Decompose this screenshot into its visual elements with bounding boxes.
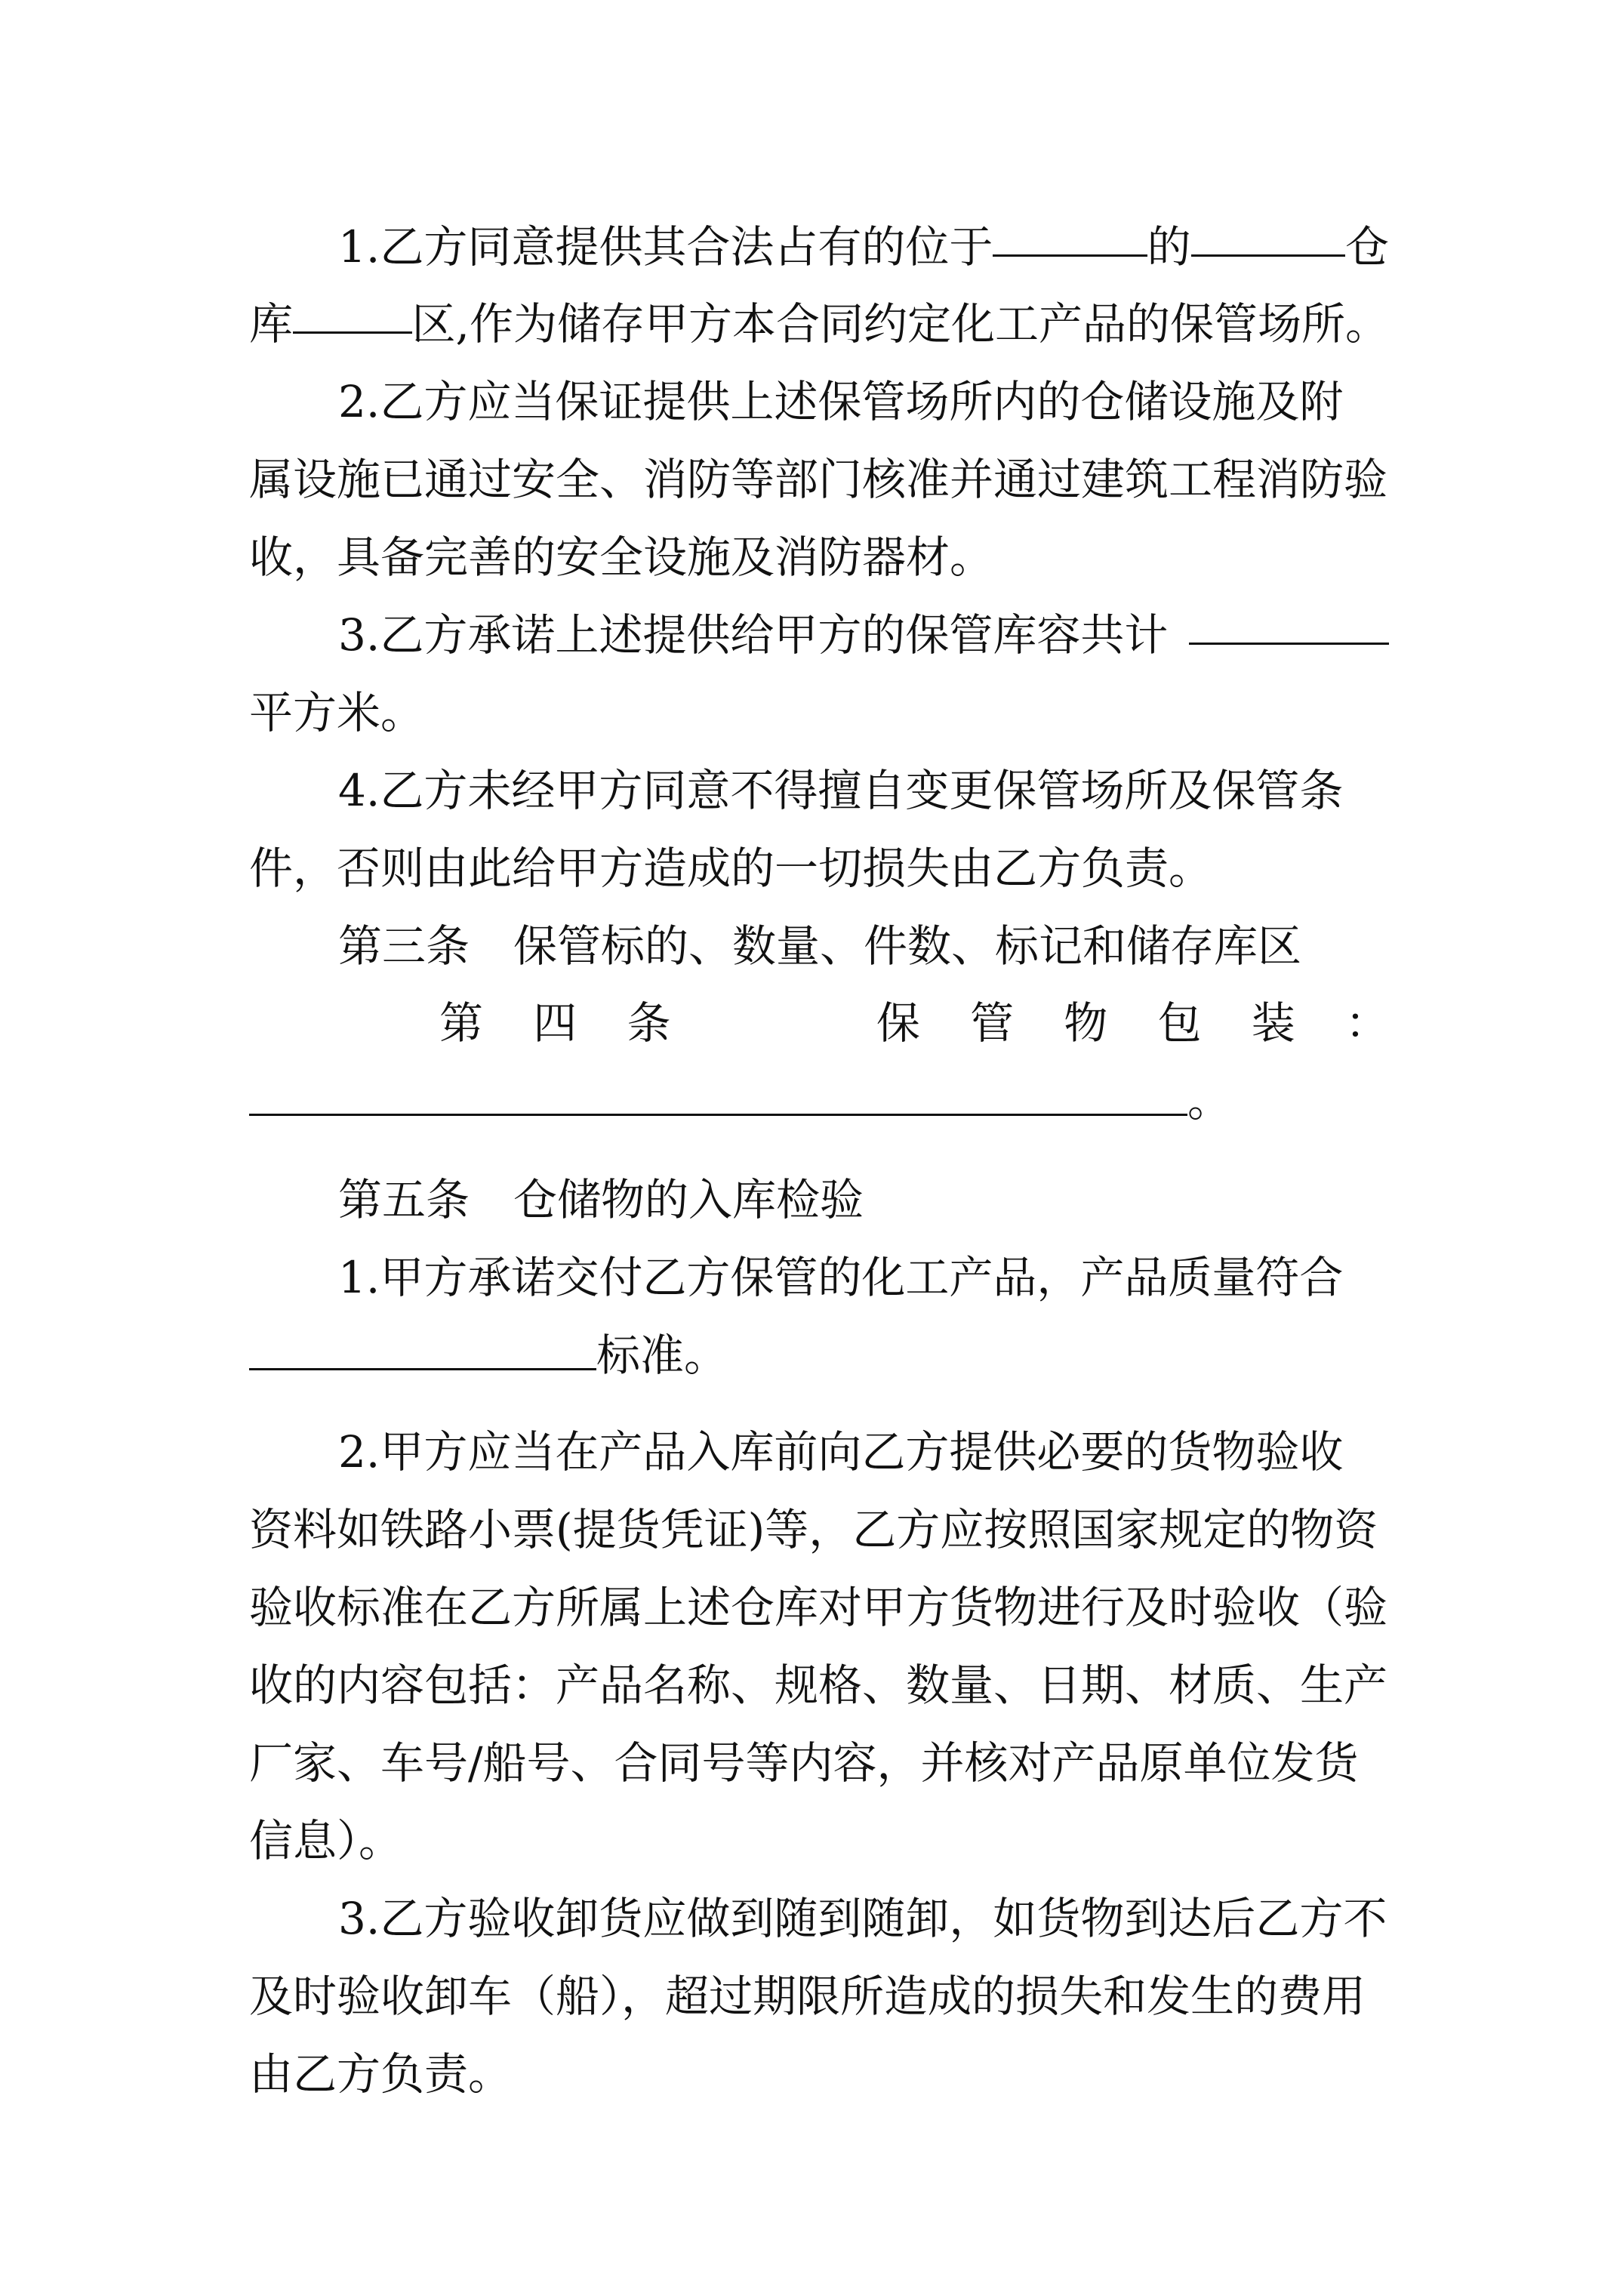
clause2-item4-line2 [249, 829, 1389, 908]
zone-blank [293, 285, 412, 334]
text-run: 。 [1187, 1075, 1232, 1126]
text-run: 的 [1147, 221, 1191, 273]
quality-standard-blank [249, 1321, 596, 1370]
clause-title-char: ： [1344, 997, 1389, 1049]
text-run: 平方米。 [249, 687, 425, 738]
clause-title: 保管标的、数量、件数、标记和储存库区 [513, 920, 1302, 972]
clause-title-char: 物 [1064, 997, 1108, 1049]
clause5-item1-line2 [249, 1316, 1389, 1395]
clause4-heading [439, 984, 1389, 1062]
text-run: 1.甲方承诺交付乙方保管的化工产品，产品质量符合 [338, 1252, 1344, 1303]
clause2-item1-line1 [338, 208, 1389, 286]
capacity-blank [1189, 596, 1389, 645]
clause3-heading [338, 907, 1389, 985]
clause2-item2-line1 [338, 362, 1389, 441]
text-run: 仓 [1344, 221, 1389, 273]
clause5-heading [338, 1160, 1389, 1239]
text-run: 区,作为储存甲方本合同约定化工产品的保管场所。 [411, 298, 1389, 350]
clause-label-char: 第 [439, 997, 484, 1049]
packaging-blank [249, 1067, 1187, 1116]
clause5-item1-line1 [338, 1238, 1389, 1317]
clause5-item3-line2 [249, 1957, 1389, 2036]
text-run: 3.乙方验收卸货应做到随到随卸，如货物到达后乙方不 [338, 1893, 1387, 1944]
clause-title-char: 装 [1251, 997, 1295, 1049]
clause-label: 第五条 [338, 1174, 470, 1225]
text-run: 3.乙方承诺上述提供给甲方的保管库容共计 [338, 609, 1169, 661]
clause5-item2-line1 [338, 1413, 1389, 1491]
clause5-item2-line5 [249, 1724, 1389, 1802]
clause2-item2-line3 [249, 518, 1389, 596]
text-run: 4.乙方未经甲方同意不得擅自变更保管场所及保管条 [338, 765, 1344, 816]
clause5-item2-line3 [249, 1568, 1389, 1647]
text-run: 收的内容包括：产品名称、规格、数量、日期、材质、生产 [249, 1660, 1388, 1711]
clause5-item3-line1 [338, 1879, 1389, 1958]
clause-title-char: 包 [1157, 997, 1202, 1049]
clause2-item2-line2 [249, 440, 1389, 519]
text-run: 2.甲方应当在产品入库前向乙方提供必要的货物验收 [338, 1426, 1344, 1478]
text-run: 验收标准在乙方所属上述仓库对甲方货物进行及时验收（验 [249, 1582, 1388, 1633]
text-run: 库 [249, 298, 294, 350]
text-run: 1.乙方同意提供其合法占有的位于 [338, 221, 993, 273]
clause-title-char: 保 [876, 997, 920, 1049]
text-run: 属设施已通过安全、消防等部门核准并通过建筑工程消防验 [249, 454, 1388, 505]
text-run: 资料如铁路小票(提货凭证)等，乙方应按照国家规定的物资 [249, 1504, 1378, 1555]
clause5-item3-line3 [249, 2035, 1389, 2113]
text-run: 厂家、车号/船号、合同号等内容，并核对产品原单位发货 [249, 1737, 1359, 1789]
clause2-item3-line1 [338, 596, 1389, 674]
text-run: 收，具备完善的安全设施及消防器材。 [249, 532, 994, 583]
clause2-item1-line2 [249, 285, 1389, 363]
warehouse-name-blank [1191, 208, 1345, 257]
text-run: 2.乙方应当保证提供上述保管场所内的仓储设施及附 [338, 376, 1344, 427]
clause2-item3-line2 [249, 673, 1389, 752]
clause-label: 第三条 [338, 920, 470, 972]
clause2-item4-line1 [338, 751, 1389, 830]
clause-title-char: 管 [970, 997, 1015, 1049]
clause4-fill-line [249, 1062, 1389, 1140]
text-run: 信息）。 [249, 1815, 403, 1866]
clause5-item2-line6 [249, 1801, 1389, 1880]
text-run: 标准。 [596, 1330, 728, 1381]
text-run: 由乙方负责。 [249, 2048, 513, 2100]
clause-label-char: 四 [533, 997, 577, 1049]
text-run: 及时验收卸车（船），超过期限所造成的损失和发生的费用 [249, 1971, 1366, 2022]
location-blank [993, 208, 1147, 257]
clause-title: 仓储物的入库检验 [513, 1174, 864, 1225]
text-run: 件，否则由此给甲方造成的一切损失由乙方负责。 [249, 843, 1213, 894]
clause5-item2-line4 [249, 1646, 1389, 1724]
clause-label-char: 条 [627, 997, 671, 1049]
clause5-item2-line2 [249, 1490, 1389, 1569]
